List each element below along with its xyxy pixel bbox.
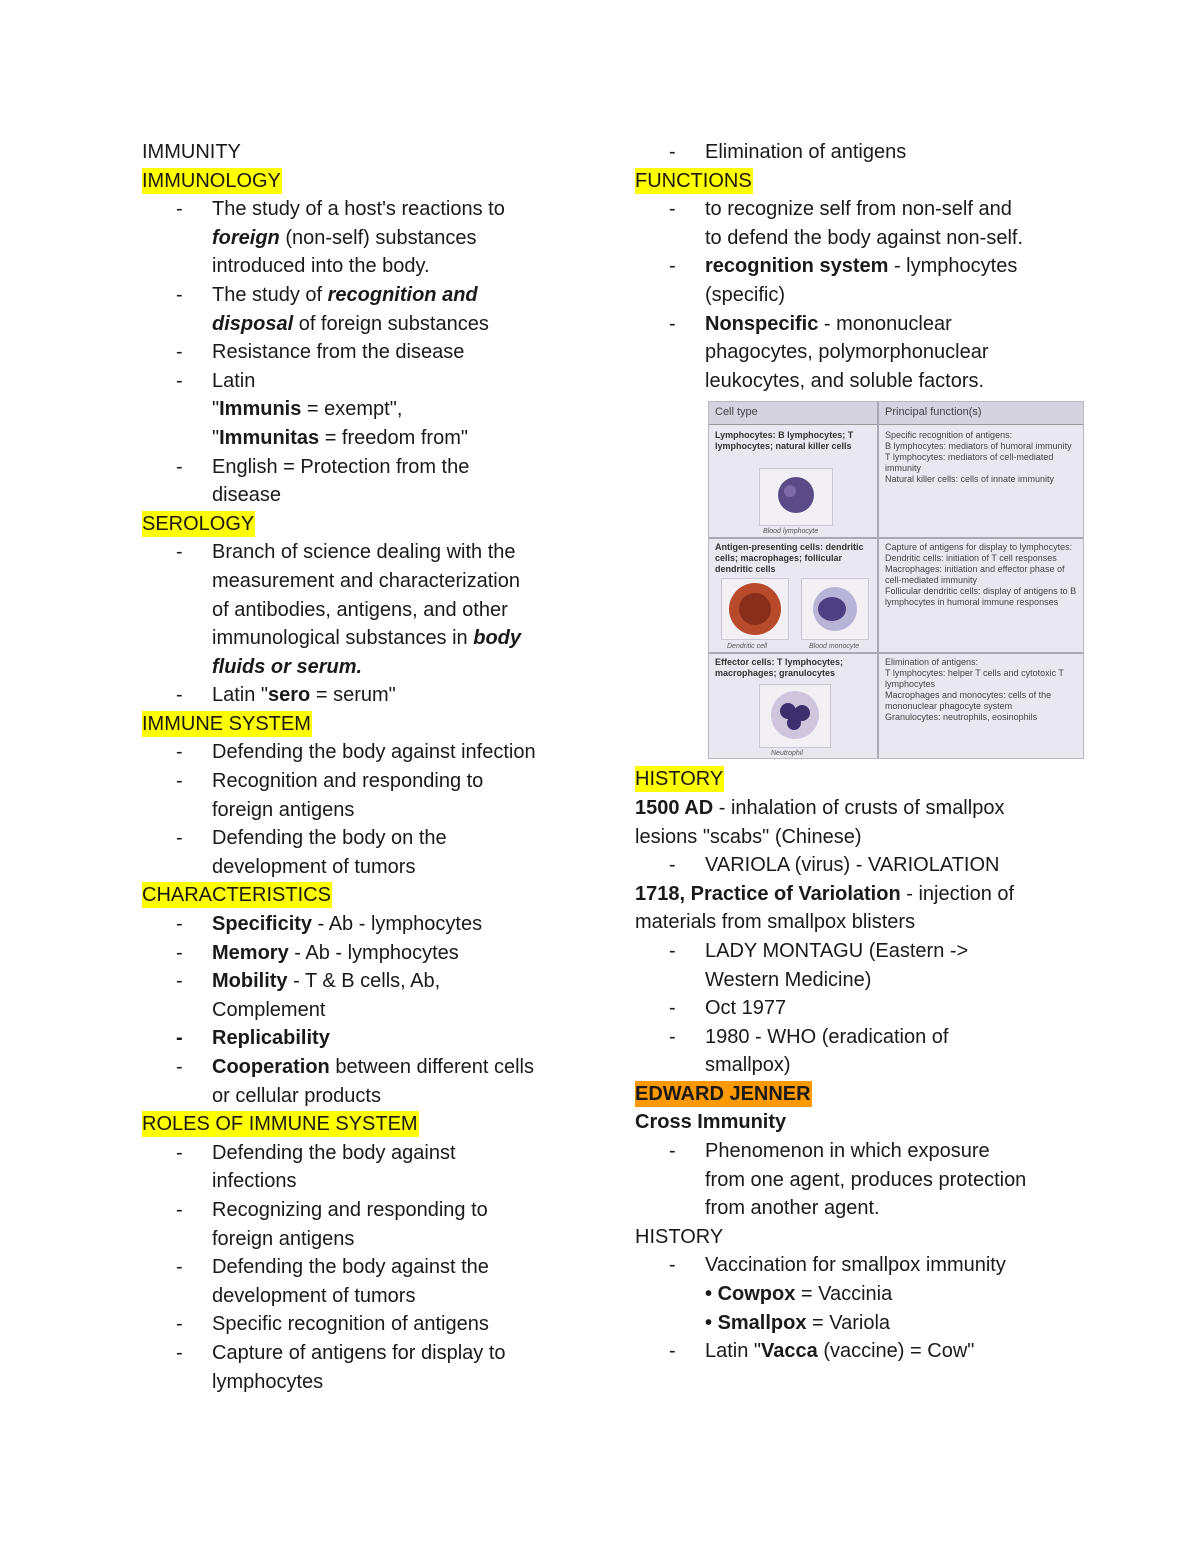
list-item: - Defending the body against infection [142, 738, 572, 767]
history-list-1 [635, 851, 1085, 880]
heading-serology: SEROLOGY [142, 512, 255, 535]
list-item: - Latin "sero = serum" [142, 681, 572, 710]
list-item: - Phenomenon in which exposure from one agent, produces protection from another agent. [635, 1137, 1085, 1223]
figure-caption: Blood monocyte [809, 643, 860, 651]
heading-characteristics: CHARACTERISTICS [142, 884, 331, 907]
list-item: - Latin "Immunis = exempt", "Immunitas = freedom from" [142, 367, 572, 453]
history-list-2 [635, 937, 1085, 1080]
document-title: IMMUNITY [142, 141, 241, 163]
list-item: - The study of recognition and disposal of foreign substances [142, 281, 572, 338]
heading-history: HISTORY [635, 768, 724, 791]
figure-caption: Neutrophil [771, 750, 803, 758]
list-item: - Defending the body on the development of tumors [142, 824, 572, 881]
figure-row1-functions: Specific recognition of antigens: B lymphocytes: mediators of humoral immunity T lymphocytes: mediators of cell-mediated immunity Natural killer cells: cells of innate immunity [885, 430, 1072, 485]
figure-col-cell-type: Cell type [715, 406, 758, 419]
figure-row3-functions: Elimination of antigens: T lymphocytes: helper T cells and cytotoxic T lymphocytes Macrophages and monocytes: cells of the mononuclear phagocyte system Granulocytes: neutrophils, eosinophils [885, 657, 1064, 723]
serology-list [142, 538, 572, 710]
figure-caption: Blood lymphocyte [763, 528, 819, 536]
list-item: - Specificity - Ab - lymphocytes [142, 910, 572, 939]
list-item: - Branch of science dealing with the measurement and characterization of antibodies, antigens, and other immunological substances in body fluids or serum. [142, 538, 572, 681]
list-item: - to recognize self from non-self and to defend the body against non-self. [635, 195, 1085, 252]
list-item: - Defending the body against the development of tumors [142, 1253, 572, 1310]
figure-col-principal-functions: Principal function(s) [885, 406, 982, 419]
list-item: - Specific recognition of antigens [142, 1310, 572, 1339]
list-item: - Defending the body against infections [142, 1139, 572, 1196]
heading-edward-jenner: EDWARD JENNER [635, 1082, 811, 1105]
list-item: - VARIOLA (virus) - VARIOLATION [635, 851, 1085, 880]
lymphocyte-image [759, 468, 833, 526]
left-column [142, 138, 572, 1396]
heading-roles: ROLES OF IMMUNE SYSTEM [142, 1113, 418, 1136]
figure-row2-title: Antigen-presenting cells: dendritic cells; macrophages; follicular dendritic cells [715, 542, 864, 575]
functions-list [635, 195, 1085, 395]
heading-immune-system: IMMUNE SYSTEM [142, 712, 311, 735]
heading-functions: FUNCTIONS [635, 169, 752, 192]
list-item: - Replicability [142, 1024, 572, 1053]
immune-system-list [142, 738, 572, 881]
history-label: HISTORY [635, 1225, 724, 1248]
cell-type-table-figure [708, 401, 1084, 759]
list-item: - Latin "Vacca (vaccine) = Cow" [635, 1337, 1085, 1366]
list-item: - Vaccination for smallpox immunity • Cowpox = Vaccinia • Smallpox = Variola [635, 1251, 1085, 1337]
list-item: - Elimination of antigens [635, 138, 1085, 167]
list-item: - Resistance from the disease [142, 338, 572, 367]
figure-row1-title: Lymphocytes: B lymphocytes; T lymphocytes; natural killer cells [715, 430, 854, 452]
list-item: - Recognition and responding to foreign antigens [142, 767, 572, 824]
figure-caption: Dendritic cell [727, 643, 768, 651]
jenner-list-2 [635, 1251, 1085, 1365]
characteristics-list [142, 910, 572, 1110]
list-item: - Mobility - T & B cells, Ab, Complement [142, 967, 572, 1024]
dendritic-cell-image [721, 578, 789, 640]
list-item: - The study of a host's reactions to foreign (non-self) substances introduced into the body. [142, 195, 572, 281]
list-item: - LADY MONTAGU (Eastern -> Western Medicine) [635, 937, 1085, 994]
list-item: - Recognizing and responding to foreign antigens [142, 1196, 572, 1253]
list-item: - 1980 - WHO (eradication of smallpox) [635, 1023, 1085, 1080]
list-item: - Cooperation between different cells or cellular products [142, 1053, 572, 1110]
list-item: - Nonspecific - mononuclear phagocytes, polymorphonuclear leukocytes, and soluble factors. [635, 310, 1085, 396]
cross-immunity-label: Cross Immunity [635, 1111, 787, 1134]
immunology-list [142, 195, 572, 510]
figure-header [709, 402, 1083, 425]
right-column: - Elimination of antigens FUNCTIONS - to recognize self from non-self and to defend the body against non-self. - recognition system - lymphocytes (specific) - Nonspecific - mononuclear phagocytes, polymorphonuclear leukocytes, and soluble factors. Cell type Principal function(s) Lymphocytes: B lymphocytes; T lymphocytes; natural killer cells Blood lymphocyte Specific recognition of antigens: B lymphocytes: mediators of humoral immunity T lymphocytes: mediators of cell-mediated immunity Natural killer cells: cells of innate immunity Antigen-presenting cells: dendritic cells; macrophages; follicular dendritic cells Dendritic cell Blood monocyte Capture of antigens for display to lymphocytes: Dendritic cells: initiation of T cell responses Macrophages: initiation and effector phase of cell-mediated immunity Follicular dendritic cells: display of antigens to B lymphocytes in humoral immune responses Effector cells: T lymphocytes; macrophages; granulocytes Neutrophil Elimination of antigens: T lymphocytes: helper T cells and cytotoxic T lymphocytes Macrophages and monocytes: cells of the mononuclear phagocyte system Granulocytes: neutrophils, eosinophils HISTORY 1500 AD - inhalation of crusts of smallpox lesions "scabs" (Chinese) - VARIOLA (virus) - VARIOLATION 1718, Practice of Variolation - injection of materials from smallpox blisters - LADY MONTAGU (Eastern -> Western Medicine) - Oct 1977 - 1980 - WHO (eradication of smallpox) EDWARD JENNER Cross Immunity - Phenomenon in which exposure from one agent, produces protection from another agent. HISTORY - Vaccination for smallpox immunity • Cowpox = Vaccinia • Smallpox = Variola - Latin "Vacca (vaccine) = Cow" [635, 138, 1085, 1366]
heading-immunology: IMMUNOLOGY [142, 169, 281, 192]
neutrophil-image [759, 684, 831, 748]
list-item: - recognition system - lymphocytes (specific) [635, 252, 1085, 309]
list-item: - Memory - Ab - lymphocytes [142, 939, 572, 968]
jenner-list-1 [635, 1137, 1085, 1223]
roles-list [142, 1139, 572, 1396]
figure-row2-functions: Capture of antigens for display to lymphocytes: Dendritic cells: initiation of T cell responses Macrophages: initiation and effector phase of cell-mediated immunity Follicular dendritic cells: display of antigens to B lymphocytes in humoral immune responses [885, 542, 1077, 608]
monocyte-image [801, 578, 869, 640]
list-item: - Capture of antigens for display to lymphocytes [142, 1339, 572, 1396]
list-item: - Oct 1977 [635, 994, 1085, 1023]
figure-row3-title: Effector cells: T lymphocytes; macrophages; granulocytes [715, 657, 844, 679]
list-item: - English = Protection from the disease [142, 453, 572, 510]
continued-list [635, 138, 1085, 167]
